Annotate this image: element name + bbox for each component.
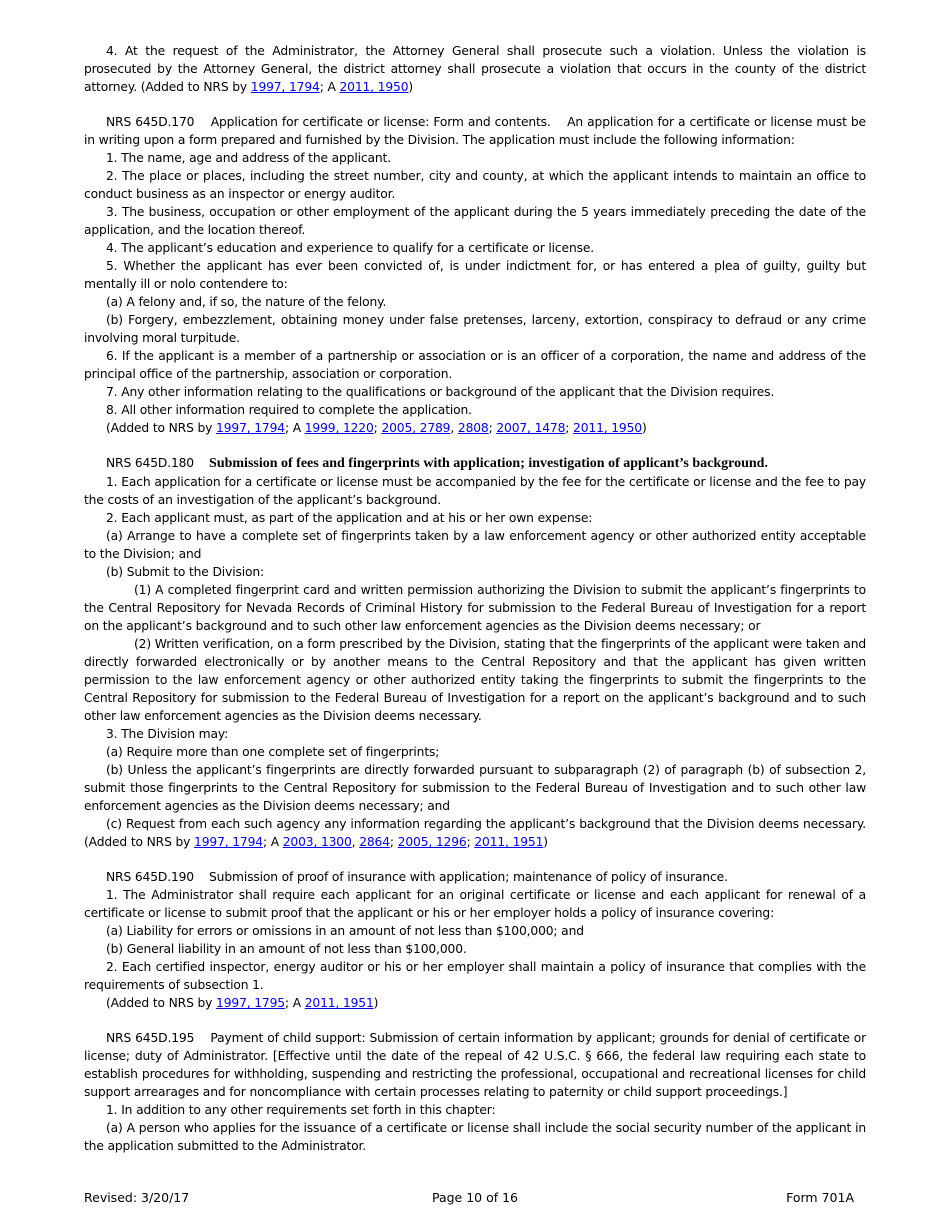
document-page [84,42,866,1155]
sec170-item-1: 1. The name, age and address of the applicant. [106,151,391,165]
citation-link[interactable]: 1997, 1794 [250,80,320,94]
sec170-item-5b: (b) Forgery, embezzlement, obtaining money under false pretenses, larceny, extortion, conspiracy to defraud or any crime involving moral turpitude. [84,313,866,345]
citation-link[interactable]: 1997, 1795 [216,996,285,1010]
section-title: Payment of child support: Submission of certain information by applicant; grounds for denial of certificate or license; duty of Administrator. [Effective until the date of the repeal of 42 U.S.C. § 666, the federal law requiring each state to establish procedures for withholding, suspending and restricting the professional, occupational and recreational licenses for child support arrearages and for noncompliance with certain processes relating to paternity or child support proceedings.] [84,1031,866,1099]
history-prefix: (Added to NRS by [106,421,217,435]
section-number: NRS 645D.170 [106,115,195,129]
sec190-item-1b: (b) General liability in an amount of not less than $100,000. [106,942,467,956]
separator: ; [565,421,574,435]
citation-link[interactable]: 1999, 1220 [304,421,374,435]
sec180-item-2b2: (2) Written verification, on a form prescribed by the Division, stating that the fingerprints of the applicant were taken and directly forwarded electronically or by another means to the Central Repository and that the applicant has given written permission to the law enforcement agency or other authorized entity taking the fingerprints to submit the fingerprints to the Central Repository for submission to the Federal Bureau of Investigation for a report on the applicant’s background and to such other law enforcement agencies as the Division deems necessary. [84,637,866,723]
sec170-item-5a: (a) A felony and, if so, the nature of the felony. [106,295,387,309]
sec180-item-3b: (b) Unless the applicant’s fingerprints are directly forwarded pursuant to subparagraph (2) of paragraph (b) of subsection 2, submit those fingerprints to the Central Repository for submission to the Federal Bureau of Investigation and to such other law enforcement agencies as the Division deems necessary; and [84,763,866,813]
sec190-item-2: 2. Each certified inspector, energy auditor or his or her employer shall maintain a policy of insurance that complies with the requirements of subsection 1. [84,960,866,992]
section-intro: An application for a certificate or license must be in writing upon a form prepared and furnished by the Division. The application must include the following information: [84,115,866,147]
sec170-prev-item-4 [84,42,866,96]
citation-link[interactable]: 2005, 1296 [397,835,467,849]
sec170-item-5: 5. Whether the applicant has ever been convicted of, is under indictment for, or has entered a plea of guilty, guilty but mentally ill or nolo contendere to: [84,259,866,291]
separator: ) [543,835,548,849]
citation-link[interactable]: 1997, 1794 [216,421,285,435]
separator: ; A [284,421,305,435]
page-number: Page 10 of 16 [431,1190,519,1205]
sec170-item-8: 8. All other information required to complete the application. [106,403,472,417]
sec180-item-2: 2. Each applicant must, as part of the application and at his or her own expense: [106,511,593,525]
history-prefix: (Added to NRS by [106,996,217,1010]
sec180-item-3c [84,815,866,851]
citation-link[interactable]: 2011, 1951 [304,996,374,1010]
separator: , [351,835,360,849]
sec170-item-6: 6. If the applicant is a member of a partnership or association or is an officer of a corporation, the name and address of the principal office of the partnership, association or corporation. [84,349,866,381]
sec195-item-1a: (a) A person who applies for the issuance of a certificate or license shall include the social security number of the applicant in the application submitted to the Administrator. [84,1121,866,1153]
citation-link[interactable]: 2003, 1300 [282,835,352,849]
section-number: NRS 645D.195 [106,1031,195,1045]
separator: ) [373,996,379,1010]
separator: ; [373,421,382,435]
sec190-item-1: 1. The Administrator shall require each applicant for an original certificate or license and each applicant for renewal of a certificate or license to submit proof that the applicant or his or her employer holds a policy of insurance covering: [84,888,866,920]
sec180-item-1: 1. Each application for a certificate or license must be accompanied by the fee for the certificate or license and the fee to pay the costs of an investigation of the applicant’s background. [84,475,866,507]
section-number: NRS 645D.190 [106,870,194,884]
citation-link[interactable]: 2011, 1951 [474,835,544,849]
separator: ) [408,80,414,94]
sec170-heading [84,113,866,149]
sec190-history [84,994,866,1012]
sec180-item-3a: (a) Require more than one complete set of fingerprints; [106,745,440,759]
section-number: NRS 645D.180 [106,456,194,470]
separator: ; A [262,835,283,849]
section-title: Submission of proof of insurance with application; maintenance of policy of insurance. [209,870,728,884]
section-title: Submission of fees and fingerprints with application; investigation of applicant’s background. [209,456,768,471]
item-text: (c) Request from each such agency any information regarding the applicant’s background that the Division deems necessary. (Added to NRS by [84,817,866,849]
citation-link[interactable]: 2007, 1478 [496,421,566,435]
separator: ; A [319,80,340,94]
separator: ; A [284,996,305,1010]
form-number: Form 701A [786,1190,854,1205]
sec180-heading [84,454,866,473]
revised-date: Revised: 3/20/17 [84,1190,190,1205]
section-title: Application for certificate or license: Form and contents. [210,115,551,129]
sec170-item-3: 3. The business, occupation or other employment of the applicant during the 5 years immediately preceding the date of the application, and the location thereof. [84,205,866,237]
sec180-item-3: 3. The Division may: [106,727,229,741]
separator: ; [488,421,497,435]
citation-link[interactable]: 2808 [457,421,489,435]
page-footer [84,1189,866,1207]
sec180-item-2b1: (1) A completed fingerprint card and written permission authorizing the Division to submit the applicant’s fingerprints to the Central Repository for Nevada Records of Criminal History for submission to the Federal Bureau of Investigation for a report on the applicant’s background and to such other law enforcement agencies as the Division deems necessary; or [84,583,866,633]
sec195-item-1: 1. In addition to any other requirements set forth in this chapter: [106,1103,496,1117]
citation-link[interactable]: 2011, 1950 [573,421,642,435]
sec195-heading [84,1029,866,1101]
sec170-item-7: 7. Any other information relating to the qualifications or background of the applicant that the Division requires. [106,385,775,399]
sec180-item-2a: (a) Arrange to have a complete set of fingerprints taken by a law enforcement agency or other authorized entity acceptable to the Division; and [84,529,866,561]
sec170-item-2: 2. The place or places, including the street number, city and county, at which the applicant intends to maintain an office to conduct business as an inspector or energy auditor. [84,169,866,201]
separator: ) [641,421,647,435]
sec170-history [84,419,866,437]
citation-link[interactable]: 1997, 1794 [194,835,263,849]
sec190-item-1a: (a) Liability for errors or omissions in an amount of not less than $100,000; and [106,924,584,938]
sec180-item-2b: (b) Submit to the Division: [106,565,264,579]
citation-link[interactable]: 2011, 1950 [339,80,409,94]
sec190-heading [84,868,866,886]
sec170-item-4: 4. The applicant’s education and experience to qualify for a certificate or license. [106,241,595,255]
citation-link[interactable]: 2005, 2789 [381,421,451,435]
item-text: 4. At the request of the Administrator, the Attorney General shall prosecute such a violation. Unless the violation is prosecuted by the Attorney General, the district attorney shall prosecute a violation that occurs in the county of the district attorney. (Added to NRS by [84,44,866,94]
separator: ; [466,835,475,849]
separator: , [450,421,458,435]
citation-link[interactable]: 2864 [359,835,390,849]
separator: ; [389,835,398,849]
